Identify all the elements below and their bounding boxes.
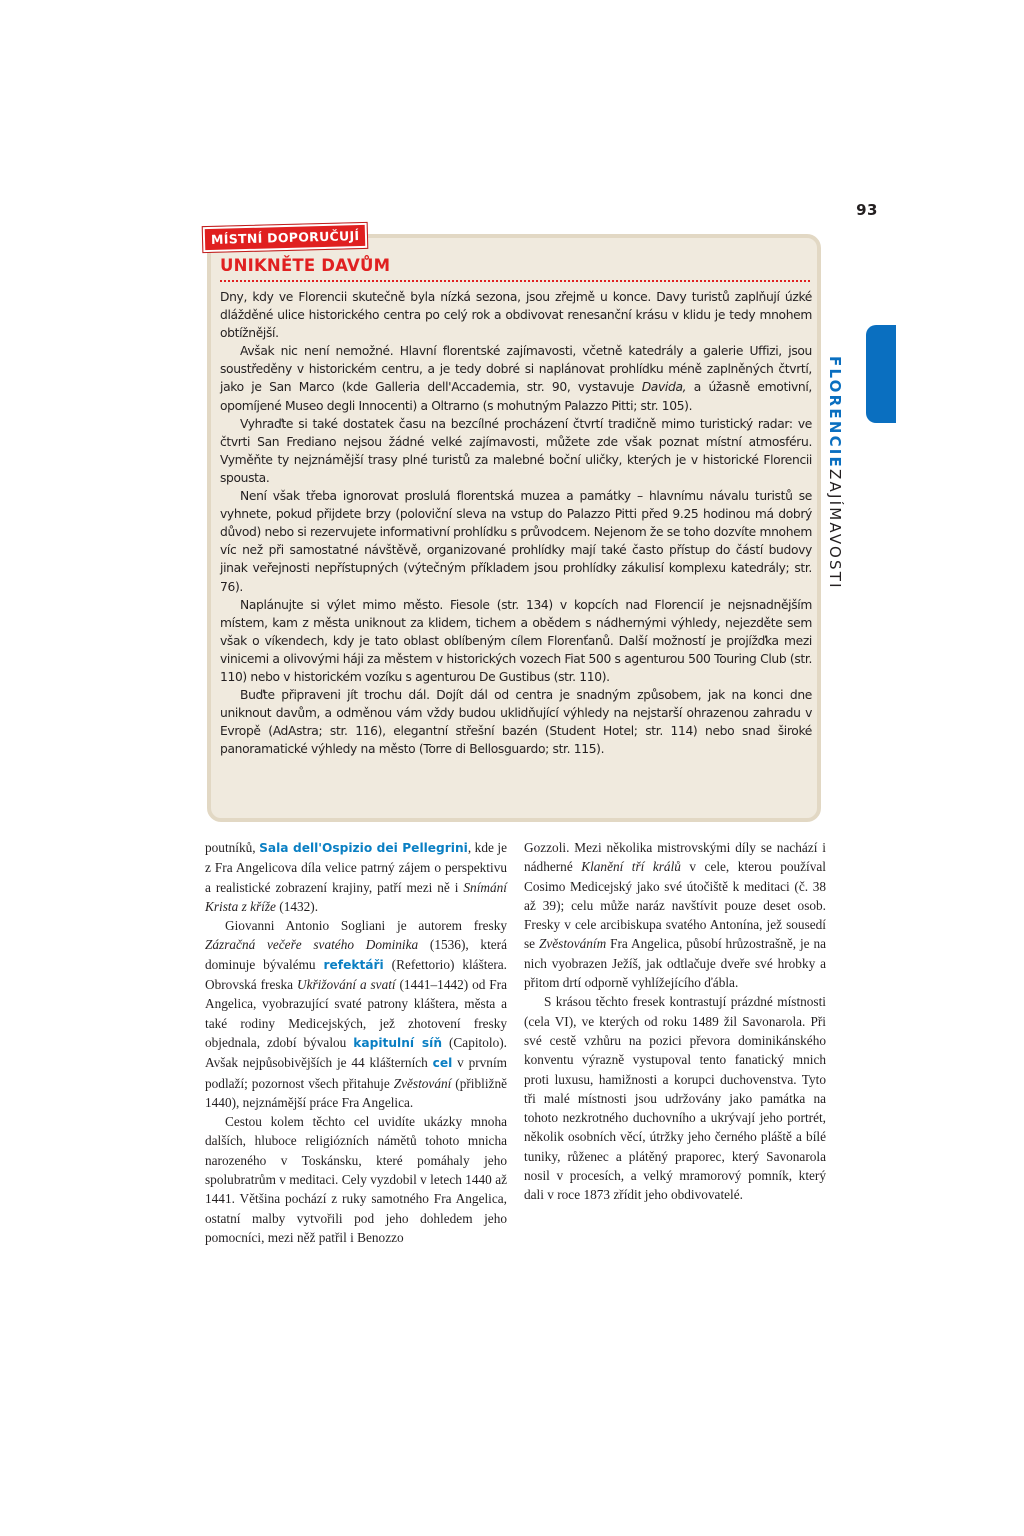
italic-text: Davida, [641,380,687,395]
chapter-label [826,356,844,590]
text-run: v prvním podlaží; pozornost všech přitahuje [205,1055,507,1091]
italic-text: Klanění tří králů [581,859,681,875]
body-paragraph [205,916,507,1112]
tip-paragraph: Vyhraďte si také dostatek času na bezcílné procházení čtvrtí tradičně mimo turistický radar: ve čtvrti San Frediano nejsou žádné velké zajímavosti, můžete zde však poznat místní atmosféru. Vyměňte ty nejznámější trasy plné turistů za malebné boční uličky, kterých je v historické Florencii spousta. [220,416,812,485]
text-run: (Capitolo). Avšak nejpůsobivějších je 44 klášterních [205,1034,507,1071]
text-run: (1432). [275,898,319,914]
body-paragraph [524,838,826,992]
text-run: Fra Angelica, působí hrůzostrašně, je na nich vyobrazen Ježíš, jak odtlačuje dveře své hrobky a přitom drtí odporně vyhlížejícího ďábla. [524,936,827,991]
text-run: (1536), která dominuje bývalému [205,937,507,972]
tip-box-text [220,288,812,758]
tip-box-divider [220,280,810,282]
highlighted-term: Sala dell'Ospizio dei Pellegrini [259,841,468,855]
text-run: a úžasně emotivní, opomíjené Museo degli Innocenti) a Oltrarno (s mohutným Palazzo Pitti; str. 105). [220,380,812,413]
tip-paragraph: Buďte připraveni jít trochu dál. Dojít dál od centra je snadným způsobem, jak na konci dne uniknout davům, a odměnou vám vždy budou uklidňující výhledy na nejstarší ohrazenou zahradu v Evropě (AdAstra; str. 116), elegantní střešní bazén (Student Hotel; str. 114) nebo snad široké panoramatické výhledy na město (Torre di Bellosguardo; str. 115). [220,688,812,757]
text-run: v cele, kterou používal Cosimo Medicejský jako své útočiště k meditaci (č. 38 až 39); celu může naráz navštívit pouze deset osob. Fresky v cele arcibiskupa svatého Antonína, jež sousedí se [524,859,826,952]
italic-text: Zázračná večeře svatého Dominika [205,937,419,953]
italic-text: Ukřižování a svatí [296,977,396,993]
right-column [524,838,826,1205]
tip-paragraph: Naplánujte si výlet mimo město. Fiesole (str. 134) v kopcích nad Florencií je nejsnadnějším místem, kam z města uniknout za klidem, tichem a obědem s nádhernými výhledy, nejezděte sem však o víkendech, kdy je tato oblast oblíbeným cílem Florenťanů. Další možností je projížďka mezi vinicemi a olivovými háji za městem v historických vozech Fiat 500 s agenturou 500 Touring Club (str. 110) nebo v historickém vozíku s agenturou De Gustibus (str. 110). [220,597,812,684]
text-run: Giovanni Antonio Sogliani je autorem fresky [225,918,507,934]
highlighted-term: cel [432,1056,453,1071]
body-paragraph [205,838,507,916]
chapter-city: FLORENCIE [826,356,844,470]
page-number: 93 [856,201,878,219]
chapter-tab [866,325,896,423]
highlighted-term: refektáři [323,957,384,972]
highlighted-term: kapitulní síň [353,1035,443,1050]
text-run: poutníků, [205,840,260,855]
tip-box-tag: MÍSTNÍ DOPORUČUJÍ [203,223,368,252]
text-run: (1441–1442) od Fra Angelica, vyobrazující svaté patrony kláštera, města a také rodiny Medicejských, jež zhotovení fresky objednala, zdobí bývalou [205,977,507,1050]
text-run: Avšak nic není nemožné. Hlavní florentské zajímavosti, včetně katedrály a galerie Uffizi, jsou soustředěny v historickém centru, a je tedy dobré si naplánovat prohlídku méně zaplněných čtvrtí, jako je San Marco (kde Galleria dell'Accademia, str. 90, vystavuje [220,344,812,395]
tip-paragraph: Není však třeba ignorovat proslulá florentská muzea a památky – hlavnímu návalu turistů se vyhnete, pokud přijdete brzy (poloviční sleva na vstup do Palazzo Pitti před 9.25 hodinou má dobrý důvod) nebo si rezervujete informativní prohlídku s průvodcem. Nejenom že se toho dozvíte mnohem víc než při samostatné návštěvě, organizované prohlídky mají také často přístup do částí budovy jinak veřejnosti nepřístupných (výtečným příkladem jsou prohlídky zákulisí komplexu katedrály; str. 76). [220,489,812,594]
body-paragraph: Cestou kolem těchto cel uvidíte ukázky mnoha dalších, hluboce religiózních námětů tohoto mnicha narozeného v Toskánsku, které pomáhaly jeho spolubratrům v meditaci. Cely vyzdobil v letech 1440 až 1441. Většina pochází z ruky samotného Fra Angelica, ostatní malby vytvořili pod jeho dohledem jeho pomocníci, mezi něž patřil i Benozzo [205,1114,507,1245]
text-run: (přibližně 1440), nejznámější práce Fra Angelica. [205,1075,507,1110]
body-paragraph: S krásou těchto fresek kontrastují prázdné místnosti (cela VI), ve kterých od roku 1489 žil Savonarola. Při své cestě vzhůru na pozici převora dominikánského konventu výrazně vystupoval tento fanatický mnich proti luxusu, hamižnosti a korupci duchovenstva. Tyto tři malé místnosti jsou udržovány jako památka na tohoto nezkrotného duchovního a ukrývají jeho portrét, několik osobních věcí, útržky jeho černého pláště a bílé tuniky, růženec a plátěný praporec, který Savonarola nosil v procesích, a velký mramorový pomník, který dali v roce 1873 zřídit jeho obdivovatelé. [524,994,826,1203]
italic-text: Snímání Krista z kříže [205,879,507,914]
tip-box-title: UNIKNĚTE DAVŮM [220,256,391,275]
text-run: (Refettorio) kláštera. Obrovská freska [205,956,507,993]
text-run: , kde je z Fra Angelicova díla velice patrný zájem o perspektivu a realistické zobrazení krajiny, patří mezi ně i [205,840,507,895]
italic-text: Zvěstováním [538,936,607,952]
tip-paragraph [220,342,812,414]
chapter-section: ZAJÍMAVOSTI [826,469,844,590]
tip-paragraph: Dny, kdy ve Florencii skutečně byla nízká sezona, jsou zřejmě u konce. Davy turistů zaplňují úzké dlážděné ulice historického centra po celý rok a obdivovat renesanční krásu v klidu je tedy mnohem obtížnější. [220,290,812,341]
italic-text: Zvěstování [393,1075,452,1091]
text-run: Gozzoli. Mezi několika mistrovskými díly se nachází i nádherné [524,840,826,875]
left-column [205,838,507,1247]
